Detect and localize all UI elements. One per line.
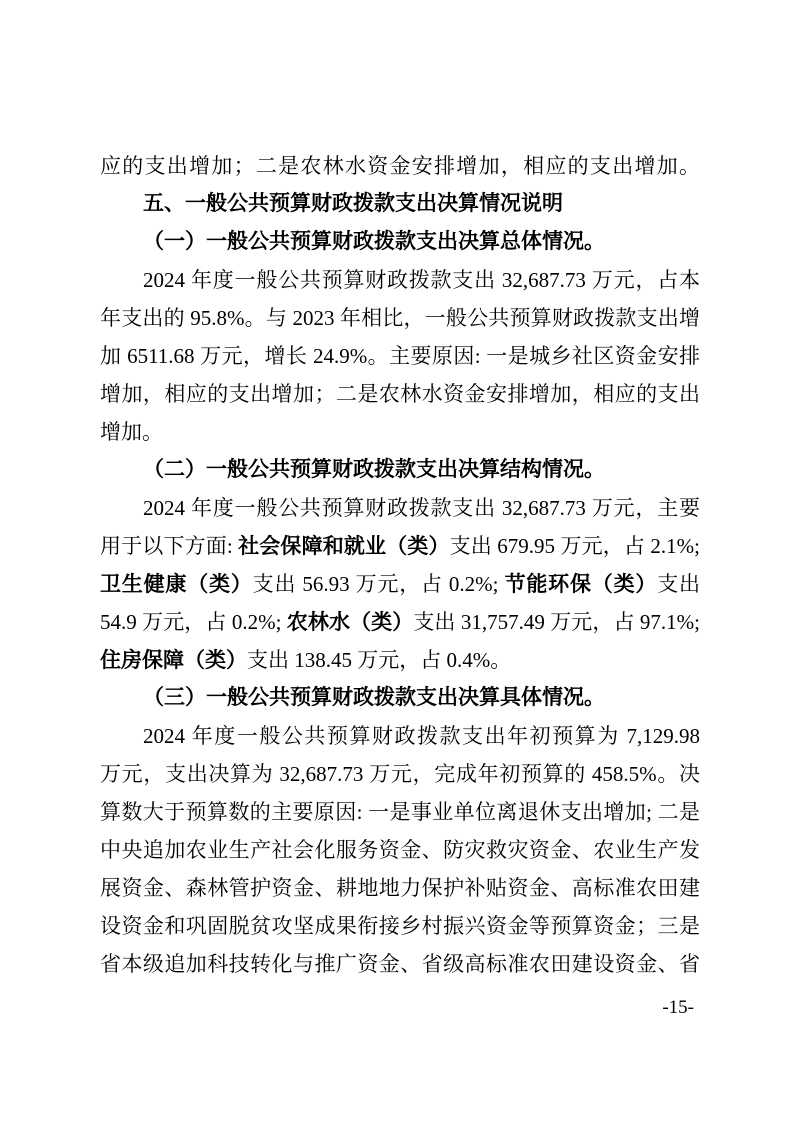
para-overall-line-4 (100, 375, 700, 413)
bold-text-run: 社会保障和就业（类） (238, 535, 450, 558)
para-carryover-line-1 (100, 147, 700, 185)
para-overall-line-5 (100, 413, 700, 451)
bold-text-run: （一）一般公共预算财政拨款支出决算总体情况。 (143, 230, 605, 253)
bold-text-run: 节能环保（类） (504, 573, 658, 596)
para-detail-line-6 (100, 907, 700, 945)
bold-text-run: 卫生健康（类） (100, 573, 253, 596)
text-run: 算数大于预算数的主要原因: 一是事业单位离退休支出增加; 二是 (100, 800, 700, 824)
text-run: 展资金、森林管护资金、耕地地力保护补贴资金、高标准农田建 (100, 876, 700, 900)
text-run: 中央追加农业生产社会化服务资金、防灾救灾资金、农业生产发 (100, 838, 700, 862)
para-detail-line-7 (100, 945, 700, 983)
para-structure-line-3 (100, 565, 700, 603)
para-detail-line-5 (100, 869, 700, 907)
para-detail-line-2 (100, 755, 700, 793)
bold-text-run: 农林水（类） (286, 611, 414, 634)
text-run: 年支出的 95.8%。与 2023 年相比，一般公共预算财政拨款支出增 (100, 306, 700, 330)
bold-text-run: （三）一般公共预算财政拨款支出决算具体情况。 (143, 686, 605, 709)
text-run: 省本级追加科技转化与推广资金、省级高标准农田建设资金、省 (100, 952, 700, 976)
heading-section-five (100, 185, 700, 223)
text-run: 支出 56.93 万元，占 0.2%; (252, 572, 505, 596)
bold-text-run: 五、一般公共预算财政拨款支出决算情况说明 (143, 192, 563, 215)
heading-sub-two (100, 451, 700, 489)
text-run: 2024 年度一般公共预算财政拨款支出 32,687.73 万元，主要 (143, 496, 700, 520)
text-run: 应的支出增加；二是农林水资金安排增加，相应的支出增加。 (100, 154, 700, 178)
text-run: 支出 679.95 万元，占 2.1%; (449, 534, 700, 558)
heading-sub-three (100, 679, 700, 717)
para-structure-line-1 (100, 489, 700, 527)
text-run: 54.9 万元，占 0.2%; (100, 610, 287, 634)
text-run: 支出 31,757.49 万元，占 97.1%; (413, 610, 700, 634)
text-run: 万元，支出决算为 32,687.73 万元，完成年初预算的 458.5%。决 (100, 762, 700, 786)
text-run: 2024 年度一般公共预算财政拨款支出年初预算为 7,129.98 (143, 724, 700, 748)
text-run: 用于以下方面: (100, 534, 239, 558)
para-overall-line-1 (100, 261, 700, 299)
text-run: 支出 138.45 万元，占 0.4%。 (247, 648, 512, 672)
document-body (100, 147, 700, 983)
text-run: 增加。 (100, 420, 163, 444)
bold-text-run: 住房保障（类） (100, 649, 247, 672)
page-number: -15- (662, 997, 694, 1018)
para-overall-line-2 (100, 299, 700, 337)
heading-sub-one (100, 223, 700, 261)
bold-text-run: （二）一般公共预算财政拨款支出决算结构情况。 (143, 458, 605, 481)
para-detail-line-1 (100, 717, 700, 755)
text-run: 2024 年度一般公共预算财政拨款支出 32,687.73 万元，占本 (143, 268, 700, 292)
para-detail-line-3 (100, 793, 700, 831)
text-run: 增加，相应的支出增加；二是农林水资金安排增加，相应的支出 (100, 382, 700, 406)
para-structure-line-5 (100, 641, 700, 679)
text-run: 加 6511.68 万元，增长 24.9%。主要原因: 一是城乡社区资金安排 (100, 344, 700, 368)
text-run: 设资金和巩固脱贫攻坚成果衔接乡村振兴资金等预算资金；三是 (100, 914, 700, 938)
para-detail-line-4 (100, 831, 700, 869)
text-run: 支出 (657, 572, 700, 596)
para-overall-line-3 (100, 337, 700, 375)
para-structure-line-4 (100, 603, 700, 641)
para-structure-line-2 (100, 527, 700, 565)
